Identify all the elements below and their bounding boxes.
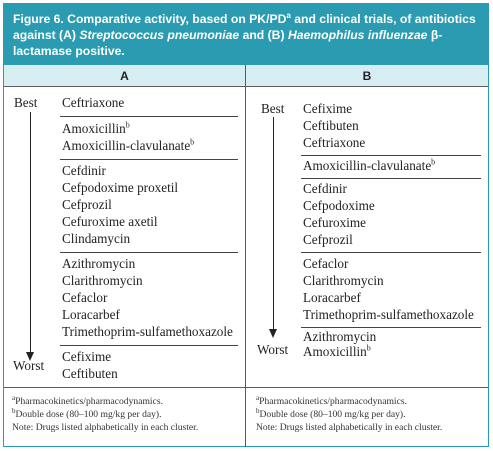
drug-b-6: Cefpodoxime	[303, 198, 375, 213]
ranking-arrow-b	[273, 117, 274, 331]
drug-b-8: Cefprozil	[303, 232, 353, 247]
cluster-divider	[301, 327, 481, 328]
cluster-divider	[60, 159, 238, 160]
ranking-arrow-a	[30, 112, 31, 354]
footnote-a-2: $^b$Double dose (80–100 mg/kg per day).	[12, 406, 162, 420]
drug-a-7: Cefuroxime axetil	[62, 214, 158, 229]
footnote-a-3: Note: Drugs listed alphabetically in each cluster.	[12, 422, 199, 433]
drug-a-8: Clindamycin	[62, 231, 131, 246]
footnote-b-3: Note: Drugs listed alphabetically in each cluster.	[256, 422, 443, 433]
drug-b-13: Azithromycin	[303, 329, 377, 344]
drug-a-9: Azithromycin	[62, 256, 136, 271]
cluster-divider	[301, 252, 481, 253]
worst-label-a: Worst	[13, 358, 45, 373]
drug-a-12: Loracarbef	[62, 307, 120, 322]
title-text-2: and clinical trials, of antibiotics against (A)	[13, 12, 476, 42]
figure-label: Figure 6.	[13, 12, 64, 26]
drug-a-1: Ceftriaxone	[62, 95, 125, 110]
cluster-divider	[301, 155, 481, 156]
drug-a-2: Amoxicillin$^b$	[62, 120, 130, 136]
title-text-1: Comparative activity, based on PK/PD	[63, 12, 287, 26]
title-text-3: and (B)	[239, 28, 288, 42]
drug-b-5: Cefdinir	[303, 181, 347, 196]
best-label-b: Best	[261, 101, 285, 116]
column-a-header: A	[4, 65, 245, 87]
cluster-divider	[60, 345, 238, 346]
drug-b-2: Ceftibuten	[303, 118, 359, 133]
drug-a-4: Cefdinir	[62, 163, 106, 178]
organism-a: Streptococcus pneumoniae	[79, 28, 240, 42]
figure-title	[4, 4, 488, 65]
drug-b-11: Loracarbef	[303, 290, 361, 305]
drug-a-3: Amoxicillin-clavulanate$^b$	[62, 137, 195, 153]
footnote-b-2: $^b$Double dose (80–100 mg/kg per day).	[256, 406, 406, 420]
cluster-divider	[301, 178, 481, 179]
drug-a-5: Cefpodoxime proxetil	[62, 180, 179, 195]
drug-a-15: Ceftibuten	[62, 366, 118, 381]
drug-a-6: Cefprozil	[62, 197, 112, 212]
figure-table	[3, 3, 489, 447]
footnote-b-1: $^a$Pharmacokinetics/pharmacodynamics.	[256, 393, 407, 407]
title-text-4: β-lactamase positive.	[13, 28, 443, 58]
title-sup: a	[286, 10, 291, 20]
best-label-a: Best	[14, 95, 38, 110]
worst-label-b: Worst	[257, 342, 289, 357]
drug-b-4: Amoxicillin-clavulanate$^b$	[303, 157, 436, 173]
organism-b: Haemophilus influenzae	[287, 28, 428, 42]
drug-a-11: Cefaclor	[62, 290, 108, 305]
drug-a-10: Clarithromycin	[62, 273, 143, 288]
cluster-divider	[60, 116, 238, 117]
drug-a-13: Trimethoprim-sulfamethoxazole	[62, 324, 233, 339]
drug-b-7: Cefuroxime	[303, 215, 366, 230]
footnote-divider	[4, 387, 488, 388]
column-divider	[245, 65, 246, 447]
arrow-down-icon	[269, 329, 277, 338]
footnote-a-1: $^a$Pharmacokinetics/pharmacodynamics.	[12, 393, 163, 407]
cluster-divider	[60, 252, 238, 253]
drug-a-14: Cefixime	[62, 349, 112, 364]
column-b-header: B	[246, 65, 488, 87]
drug-b-14: Amoxicillin$^b$	[303, 343, 371, 359]
drug-b-1: Cefixime	[303, 101, 353, 116]
drug-b-3: Ceftriaxone	[303, 135, 366, 150]
drug-b-9: Cefaclor	[303, 256, 349, 271]
drug-b-10: Clarithromycin	[303, 273, 384, 288]
drug-b-12: Trimethoprim-sulfamethoxazole	[303, 307, 474, 322]
